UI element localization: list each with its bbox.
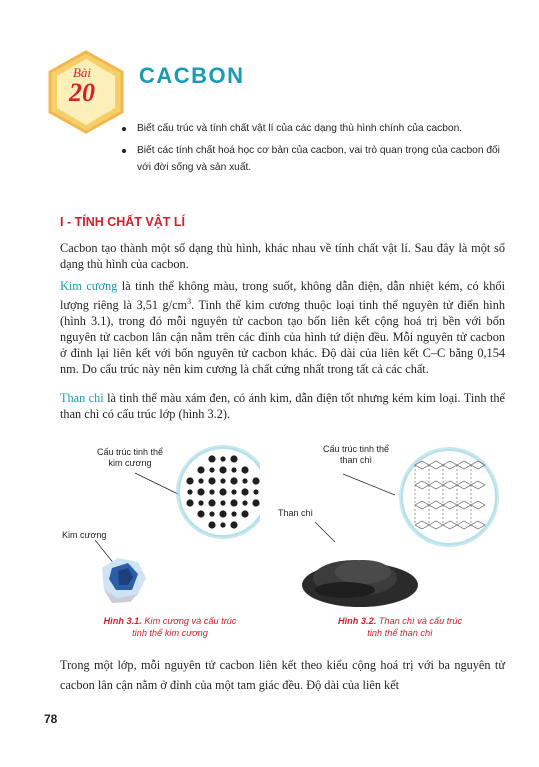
carbon-atom-dot [208, 477, 215, 484]
carbon-atom-dot [197, 510, 204, 517]
lesson-badge-number: 20 [69, 78, 95, 107]
lesson-title: CACBON [139, 63, 245, 88]
carbon-atom-dot [208, 521, 215, 528]
carbon-atom-dot [209, 467, 214, 472]
carbon-atom-dot [219, 510, 226, 517]
intro-paragraph: Cacbon tạo thành một số dạng thù hình, khác nhau về tính chất vật lí. Sau đây là một số dạng thù hình của cacbon. [60, 241, 505, 271]
carbon-atom-dot [230, 499, 237, 506]
carbon-atom-dot [241, 488, 248, 495]
carbon-atom-dot [230, 477, 237, 484]
graphite-powder-image [302, 560, 418, 607]
graphite-paragraph: Than chì là tinh thể màu xám đen, có ánh kim, dẫn điện tốt nhưng kém kim loại. Tinh thể than chì có cấu trúc lớp (hình 3.2). [60, 391, 505, 421]
carbon-atom-dot [208, 455, 215, 462]
term-graphite: Than chì [60, 391, 104, 405]
carbon-atom-dot [209, 489, 214, 494]
carbon-atom-dot [186, 477, 193, 484]
carbon-atom-dot [242, 478, 247, 483]
diamond-figure [60, 440, 260, 610]
carbon-atom-dot [230, 521, 237, 528]
label-graphite-sample: Than chì [278, 508, 314, 518]
carbon-atom-dot [209, 511, 214, 516]
bullet-icon [122, 127, 126, 131]
carbon-atom-dot [220, 456, 225, 461]
carbon-atom-dot [241, 466, 248, 473]
carbon-atom-dot [198, 478, 203, 483]
carbon-atom-dot [253, 489, 258, 494]
carbon-atom-dot [197, 488, 204, 495]
graphite-figure [275, 440, 510, 615]
carbon-atom-dot [186, 499, 193, 506]
term-diamond: Kim cương [60, 279, 118, 293]
carbon-atom-dot [219, 488, 226, 495]
carbon-atom-dot [231, 511, 236, 516]
carbon-atom-dot [231, 489, 236, 494]
label-diamond-sample: Kim cương [62, 530, 107, 540]
section-title: I - TÍNH CHẤT VẬT LÍ [60, 215, 185, 229]
carbon-atom-dot [219, 466, 226, 473]
carbon-atom-dot [230, 455, 237, 462]
carbon-atom-dot [241, 510, 248, 517]
figure-caption-3-2: Hình 3.2. Than chì và cấu trúc tinh thể than chì [337, 616, 463, 638]
carbon-atom-dot [198, 500, 203, 505]
carbon-atom-dot [197, 466, 204, 473]
closing-paragraph: Trong một lớp, mỗi nguyên tử cacbon liên kết theo kiểu cộng hoá trị với ba nguyên tử cacbon lân cận nằm ở đỉnh của một tam giác đều. Độ dài của liên kết [60, 658, 505, 692]
carbon-atom-dot [220, 522, 225, 527]
carbon-atom-dot [231, 467, 236, 472]
carbon-atom-dot [208, 499, 215, 506]
figure-caption-3-1: Hình 3.1. Kim cương và cấu trúc tinh thể kim cương [103, 616, 237, 638]
carbon-atom-dot [252, 477, 259, 484]
diamond-gem-image [102, 558, 146, 603]
objective-item: Biết các tính chất hoá học cơ bản của cacbon, vai trò quan trọng của cacbon đối với đời sống và sản xuất. [122, 142, 502, 176]
objective-item: Biết cấu trúc và tính chất vật lí của các dạng thù hình chính của cacbon. [122, 120, 502, 137]
carbon-atom-dot [242, 500, 247, 505]
carbon-atom-dot [220, 478, 225, 483]
diamond-paragraph: Kim cương là tinh thể không màu, trong suốt, không dẫn điện, dẫn nhiệt kém, có khối lượng riêng là 3,51 $g/cm^3$. Tinh thể kim cương thuộc loại tinh thể nguyên tử điển hình (hình 3.1), trong đó mỗi nguyên tử cacbon tạo bốn liên kết cộng hoá trị bền với bốn nguyên tử cacbon lân cận nằm trên các đỉnh của hình tứ diện đều. Mỗi nguyên tử cacbon ở đỉnh lại liên kết với bốn nguyên tử cacbon khác. Độ dài của liên kết C–C bằng 0,154 nm. Do cấu trúc này nên kim cương là chất cứng nhất trong tất cả các chất. [60, 279, 505, 377]
carbon-atom-dot [252, 499, 259, 506]
label-graphite-structure: Cấu trúc tinh thể than chì [322, 444, 390, 465]
label-diamond-structure: Cấu trúc tinh thể kim cương [96, 447, 164, 468]
carbon-atom-dot [187, 489, 192, 494]
page-number: 78 [44, 712, 58, 726]
bullet-icon [122, 149, 126, 153]
lesson-badge-word: Bài [72, 65, 92, 80]
carbon-atom-dot [220, 500, 225, 505]
